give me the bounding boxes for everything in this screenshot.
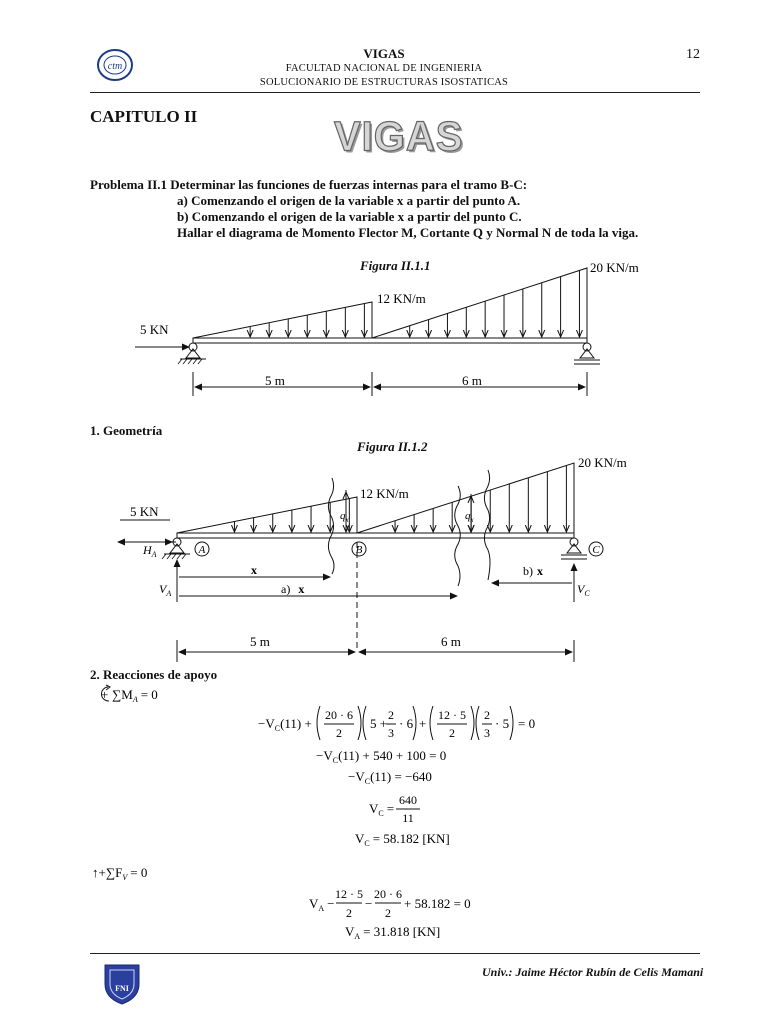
svg-text:2: 2 [484, 708, 490, 722]
header-line2: SOLUCIONARIO DE ESTRUCTURAS ISOSTATICAS [259, 77, 509, 88]
load-12-label: 12 KN/m [377, 291, 426, 306]
svg-text:∑MA= 0: $\sum M_A = 0$ [112, 687, 158, 704]
svg-text:VC=: $V_C$ = [369, 801, 395, 818]
svg-text:HA: $H_A$ [143, 543, 157, 559]
page-number: 12 [686, 47, 700, 62]
svg-text:= 0: = 0 [518, 716, 536, 731]
equation-4 [369, 793, 420, 825]
span2-label: 6 m [441, 634, 461, 649]
svg-text:12 · 5: 12 · 5 [438, 708, 466, 722]
problem-line3: b) Comenzando el origen de la variable x a partir del punto C. [177, 209, 522, 224]
svg-text:qx: $q_x$ [465, 510, 474, 524]
svg-text:11: 11 [402, 811, 414, 825]
svg-text:+ 58.182 = 0: + 58.182 = 0 [404, 896, 471, 911]
faculty-shield-logo [102, 962, 142, 1006]
svg-text:3: 3 [388, 726, 394, 740]
svg-text:2: 2 [449, 726, 455, 740]
svg-text:2: 2 [388, 708, 394, 722]
equation-6 [309, 887, 471, 920]
equation-1 [258, 706, 535, 740]
equations-block [0, 680, 768, 950]
beam [193, 338, 587, 343]
point-b-label: B [355, 544, 363, 556]
figure1-caption: Figura II.1.1 [360, 258, 431, 273]
footer-author: Univ.: Jaime Héctor Rubín de Celis Mamani [482, 965, 704, 979]
load-12-label: 12 KN/m [360, 486, 409, 501]
figure1-beam-diagram [0, 250, 768, 400]
section-cut-3 [484, 470, 490, 580]
figure2-caption: Figura II.1.2 [357, 439, 428, 454]
svg-text:2: 2 [346, 906, 352, 920]
horizontal-load-label: 5 KN [140, 322, 169, 337]
footer-logo-text: FNI [115, 984, 129, 993]
equation-5: $V_C = 58.182$ [KN] [355, 831, 450, 848]
pin-support-a [162, 538, 190, 559]
span1-label: 5 m [265, 373, 285, 388]
problem-line2: a) Comenzando el origen de la variable x a partir del punto A. [177, 193, 521, 208]
svg-text:5 +: 5 + [370, 716, 388, 731]
beam [177, 533, 574, 538]
svg-text:640: 640 [399, 793, 417, 807]
svg-text:+: + [101, 687, 109, 702]
ha-label: H [143, 543, 152, 557]
svg-text:20 · 6: 20 · 6 [325, 708, 353, 722]
point-c-label: C [592, 544, 600, 556]
span1-label: 5 m [250, 634, 270, 649]
svg-text:a)x: a) x [281, 582, 305, 596]
footer-rule [90, 953, 700, 954]
x-label: x [251, 563, 257, 577]
svg-text:−VC(11) +: $-V_C(11)$ + [258, 716, 312, 733]
figure2-beam-diagram [0, 450, 768, 665]
load-20-label: 20 KN/m [590, 260, 639, 275]
horizontal-load-label: 5 KN [130, 504, 159, 519]
pin-support-a [178, 343, 206, 364]
svg-text:· 6: · 6 [399, 716, 414, 731]
force-sum-label: $↑+\sum F_V = 0$ [92, 865, 148, 882]
load-20-label: 20 KN/m [578, 455, 627, 470]
svg-text:qx: $q_x$ [340, 510, 349, 524]
equation-3: $-V_C(11) = -640$ [348, 769, 432, 786]
span2-label: 6 m [462, 373, 482, 388]
header-title: VIGAS [363, 46, 405, 61]
svg-text:VA−: $V_A$ − [309, 896, 335, 913]
section-reactions-heading: 2. Reacciones de apoyo [90, 667, 218, 682]
section-cut-1 [328, 478, 334, 574]
qx1-label: q [340, 510, 346, 522]
section-geometry-heading: 1. Geometría [90, 423, 163, 438]
equation-7: $V_A = 31.818$ [KN] [345, 924, 441, 941]
equation-2: $-V_C(11) + 540 + 100 = 0$ [316, 748, 447, 765]
svg-text:· 5: · 5 [495, 716, 510, 731]
svg-text:VA: $V_A$ [159, 582, 172, 598]
moment-sum-label: ∑M [112, 687, 133, 702]
svg-text:20 · 6: 20 · 6 [374, 887, 402, 901]
header-line1: FACULTAD NACIONAL DE INGENIERIA [285, 63, 483, 74]
roller-support-c [561, 538, 587, 559]
svg-text:2: 2 [385, 906, 391, 920]
chapter-wordart: VIGAS [334, 113, 464, 161]
chapter-title: CAPITULO II [90, 107, 198, 126]
logo-text: ctm [107, 61, 123, 72]
roller-support-c [574, 343, 600, 364]
svg-text:+: + [419, 716, 427, 731]
point-a-label: A [198, 544, 206, 556]
problem-line4: Hallar el diagrama de Momento Flector M, Cortante Q y Normal N de toda la viga. [177, 225, 639, 240]
b-label: b) [523, 564, 533, 578]
svg-text:VC: $V_C$ [577, 582, 590, 598]
svg-text:12 · 5: 12 · 5 [335, 887, 363, 901]
vc-label: V [577, 582, 585, 596]
svg-text:2: 2 [336, 726, 342, 740]
va-label: V [159, 582, 167, 596]
svg-text:b)x: b) x [523, 564, 543, 578]
header-rule [90, 92, 700, 93]
qx2-label: q [465, 510, 471, 522]
svg-text:3: 3 [484, 726, 490, 740]
svg-text:−: − [365, 896, 373, 911]
problem-line1: Problema II.1 Determinar las funciones de fuerzas internas para el tramo B-C: [90, 177, 528, 192]
a-label: a) [281, 582, 291, 596]
